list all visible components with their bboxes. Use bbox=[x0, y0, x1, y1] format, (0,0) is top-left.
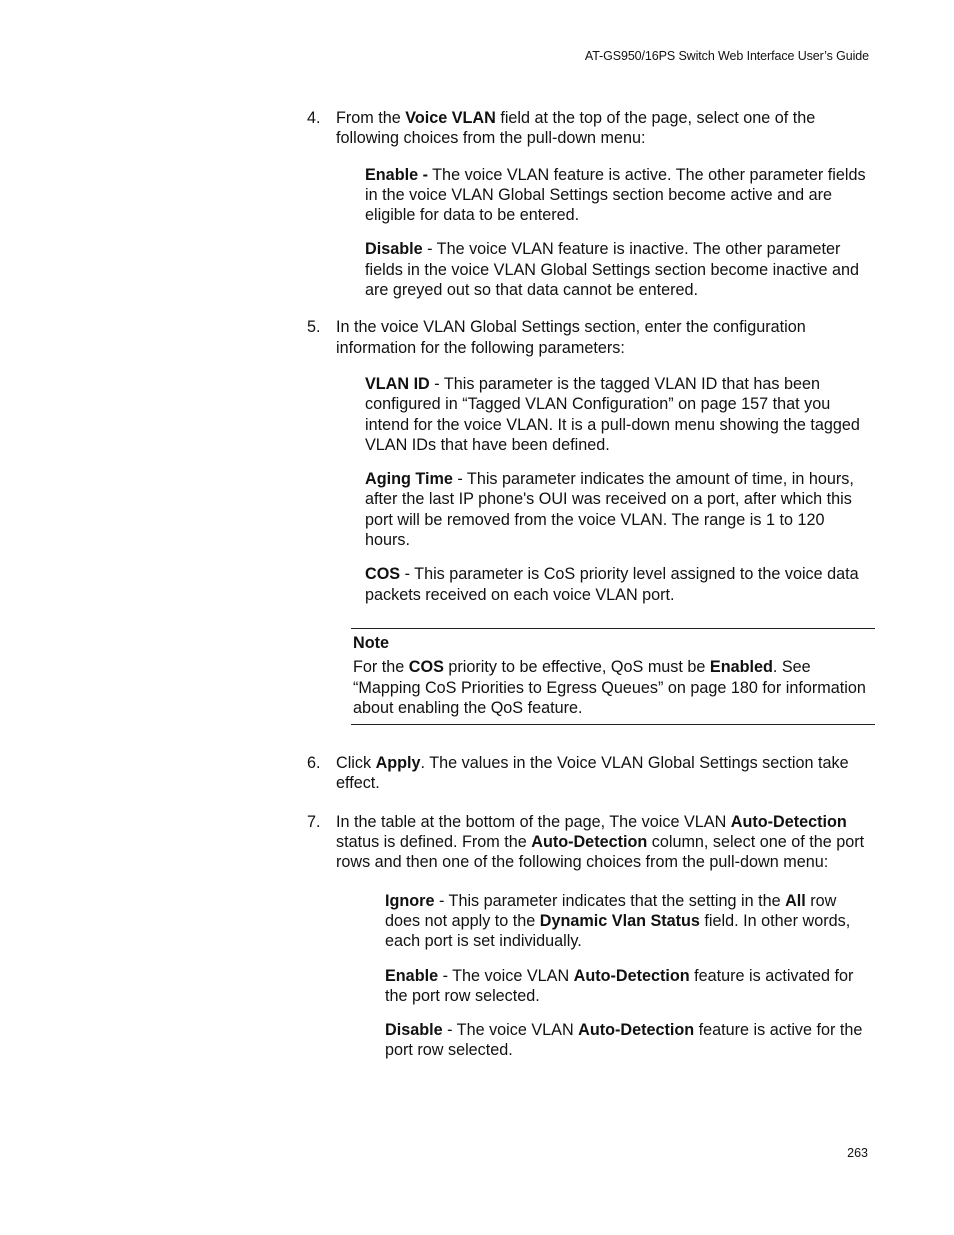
option-disable: Disable - The voice VLAN Auto-Detection feature is active for the port row selected. bbox=[385, 1021, 863, 1060]
param-aging-time: Aging Time - This parameter indicates the amount of time, in hours, after the last IP phone's OUI was received on a port, after which this port will be removed from the voice VLAN. The range is 1 to 120 hours. bbox=[365, 470, 854, 550]
step-number: 7. bbox=[307, 812, 321, 831]
step-number: 4. bbox=[307, 109, 321, 127]
note-text: For the COS priority to be effective, QoS must be Enabled. See “Mapping CoS Priorities to Egress Queues” on page 180 for information about enabling the QoS feature. bbox=[353, 658, 866, 717]
step-number: 5. bbox=[307, 318, 321, 337]
option-enable: Enable - The voice VLAN feature is active. The other parameter fields in the voice VLAN Global Settings section become active and are eligible for data to be entered. bbox=[365, 165, 866, 225]
option-enable: Enable - The voice VLAN Auto-Detection feature is activated for the port row selected. bbox=[385, 966, 854, 1005]
param-vlan-id: VLAN ID - This parameter is the tagged VLAN ID that has been configured in “Tagged VLAN Configuration” on page 157 that you intend for the voice VLAN. It is a pull-down menu showing the tagged VLAN IDs that have been defined. bbox=[365, 374, 860, 454]
step-5-text: In the voice VLAN Global Settings section, enter the configuration information for the following parameters: bbox=[336, 318, 806, 357]
option-ignore: Ignore - This parameter indicates that the setting in the All row does not apply to the Dynamic Vlan Status field. In other words, each port is set individually. bbox=[385, 891, 851, 951]
option-disable: Disable - The voice VLAN feature is inactive. The other parameter fields in the voice VLAN Global Settings section become inactive and are greyed out so that data cannot be entered. bbox=[365, 240, 859, 300]
step-6-text: Click Apply. The values in the Voice VLAN Global Settings section take effect. bbox=[336, 754, 849, 793]
step-number: 6. bbox=[307, 754, 321, 773]
note-box bbox=[351, 628, 875, 725]
step-4-options bbox=[365, 165, 872, 301]
step-4-text: From the Voice VLAN field at the top of the page, select one of the following choices from the pull-down menu: bbox=[336, 109, 816, 148]
step-7-options bbox=[385, 891, 872, 1061]
page-content bbox=[307, 108, 872, 1061]
param-cos: COS - This parameter is CoS priority level assigned to the voice data packets received on each voice VLAN port. bbox=[365, 565, 859, 604]
step-6 bbox=[307, 753, 872, 794]
page-number: 263 bbox=[847, 1146, 868, 1160]
step-5-parameters bbox=[365, 374, 872, 605]
step-7 bbox=[307, 812, 872, 873]
note-title: Note bbox=[353, 633, 389, 652]
step-5 bbox=[307, 317, 872, 358]
step-4 bbox=[307, 108, 872, 149]
running-header: AT-GS950/16PS Switch Web Interface User’s Guide bbox=[584, 49, 869, 63]
step-7-text: In the table at the bottom of the page, The voice VLAN Auto-Detection status is defined. From the Auto-Detection column, select one of the port rows and then one of the following choices from the pull-down menu: bbox=[336, 812, 865, 872]
